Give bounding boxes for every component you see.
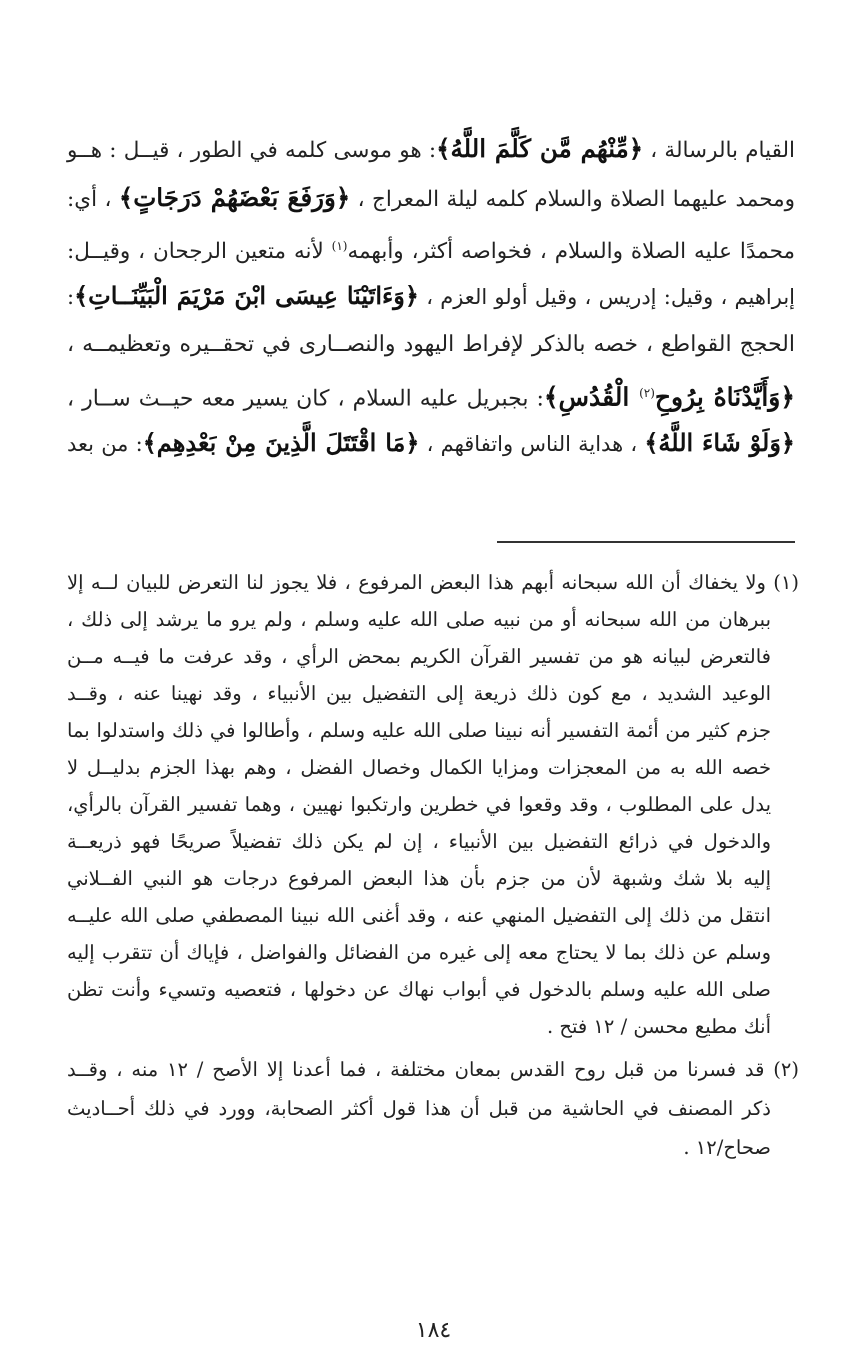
footnote-line: إليه بلا شك وشبهة لأن من جزم بأن هذا البعض المرفوع درجات هو النبي الفــلاني — [67, 867, 771, 890]
text-line — [67, 124, 795, 173]
footnote-ref: (٢) — [639, 386, 655, 400]
text-segment: : هو موسى كلمه في الطور ، قيــل : هــو — [67, 138, 437, 163]
footnote-ref: (١) — [331, 239, 348, 253]
quran-verse: ﴿وَلَوْ شَاءَ اللَّهُ﴾ — [644, 428, 795, 457]
text-segment: ، هداية الناس واتفاقهم ، — [419, 432, 645, 456]
text-line — [67, 320, 795, 369]
footnote-line: صحاح/١٢ . — [683, 1136, 771, 1159]
footnote-separator — [497, 541, 795, 543]
footnote-line: يدل على المطلوب ، وقد وقعوا في خطرين وارتكبوا نهيين ، وهما تفسير القرآن بالرأي، — [67, 793, 771, 816]
footnote-line: ببرهان من الله سبحانه أو من نبيه صلى الله عليه وسلم ، ولم يرو ما يرشد إلى ذلك ، — [67, 608, 771, 631]
footnote-line: وسلم عن ذلك بما لا يحتاج معه إلى غيره من الفضائل والفواضل ، فإياك أن تتقرب إليه — [67, 941, 771, 964]
main-text — [67, 124, 795, 467]
footnote-1 — [67, 564, 799, 1045]
quran-verse: ﴿وَءَاتَيْنَا عِيسَى ابْنَ مَرْيَمَ الْبَيِّنَــاتِ﴾ — [74, 281, 419, 310]
text-line — [67, 418, 795, 467]
footnote-line: انتقل من ذلك إلى التفضيل المنهي عنه ، وقد أغنى الله نبينا المصطفي صلى الله عليــه — [67, 904, 771, 927]
footnote-line: أنك مطيع محسن / ١٢ فتح . — [547, 1015, 771, 1038]
footnotes — [67, 564, 799, 1167]
text-line — [67, 271, 795, 320]
footnote-line: فالتعرض لبيانه هو من تفسير القرآن الكريم بمحض الرأي ، وقد عرفت ما فيــه مــن — [67, 645, 771, 668]
page-number: ١٨٤ — [415, 1318, 452, 1343]
text-segment: : — [67, 285, 75, 309]
text-segment: ومحمد عليهما الصلاة والسلام كلمه ليلة المعراج ، — [350, 187, 796, 212]
quran-verse: ﴿وَرَفَعَ بَعْضَهُمْ دَرَجَاتٍ﴾ — [118, 183, 351, 212]
text-segment: إبراهيم ، وقيل: إدريس ، وقيل أولو العزم ، — [418, 285, 796, 309]
footnote-line: (١) ولا يخفاك أن الله سبحانه أبهم هذا البعض المرفوع ، فلا يجوز لنا التعرض للبيان لــه إلا — [67, 571, 799, 594]
footnote-line: (٢) قد فسرنا من قبل روح القدس بمعان مختلفة ، فما أعدنا إلا الأصح / ١٢ منه ، وقــد — [67, 1058, 799, 1081]
text-segment: الحجج القواطع ، خصه بالذكر لإفراط اليهود والنصــارى في تحقــيره وتعظيمــه ، — [67, 332, 795, 357]
text-segment: : بجبريل عليه السلام ، كان يسير معه حيــث ســار ، — [67, 386, 544, 412]
text-segment: لأنه متعين الرجحان ، وقيــل: — [67, 239, 332, 265]
footnote-line: الوعيد الشديد ، مع كون ذلك ذريعة إلى التفضيل بين الأنبياء ، وقد نهينا عنه ، وقــد — [67, 682, 771, 705]
footnote-line: والدخول في ذرائع التفضيل بين الأنبياء ، إن لم يكن ذلك تفضيلاً صريحًا فهو ذريعــة — [67, 830, 771, 853]
footnote-line: ذكر المصنف في الحاشية من قبل أن هذا قول أكثر الصحابة، وورد في ذلك أحــاديث — [67, 1097, 771, 1120]
footnote-line: جزم كثير من أئمة التفسير أنه نبينا صلى الله عليه وسلم ، وأطالوا في ذلك واستدلوا بما — [67, 719, 771, 742]
text-segment: : من بعد — [67, 432, 143, 456]
text-segment: ، أي: — [67, 187, 119, 212]
text-segment: القيام بالرسالة ، — [643, 138, 795, 163]
footnote-2 — [67, 1050, 799, 1167]
text-segment: محمدًا عليه الصلاة والسلام ، فخواصه أكثر، وأبهمه — [347, 239, 795, 265]
text-line — [67, 369, 795, 418]
quran-verse: ﴿وَأَيَّدْنَاهُ بِرُوحِ — [654, 382, 795, 412]
footnote-line: صلى الله عليه وسلم بالدخول في أبواب نهاك عن دخولها ، فتعصيه وتسيء وأنت تظن — [67, 978, 771, 1001]
quran-verse: الْقُدُسِ﴾ — [543, 382, 640, 412]
text-line — [67, 173, 795, 222]
text-line — [67, 222, 795, 271]
quran-verse: ﴿مِّنْهُم مَّن كَلَّمَ اللَّهُ﴾ — [436, 134, 644, 163]
quran-verse: ﴿مَا اقْتَتَلَ الَّذِينَ مِنْ بَعْدِهِم﴾ — [142, 428, 420, 457]
footnote-line: خصه الله به من المعجزات ومزايا الكمال وخصال الفضل ، وهم بهذا الجزم بدليــل لا — [67, 756, 771, 779]
